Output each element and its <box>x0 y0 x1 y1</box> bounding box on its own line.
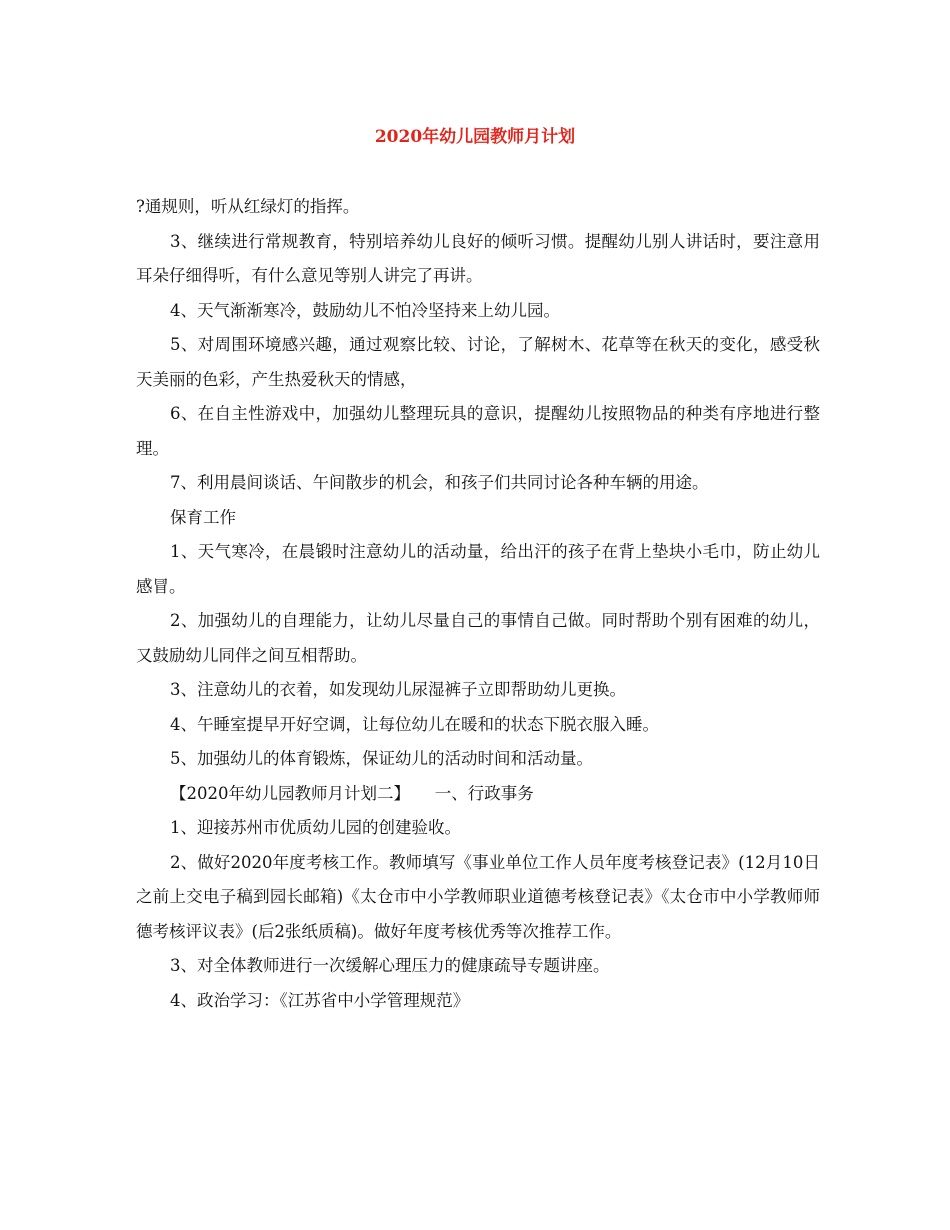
paragraph: 4、政治学习：《江苏省中小学管理规范》 <box>170 990 470 1010</box>
paragraph: 3、注意幼儿的衣着，如发现幼儿尿湿裤子立即帮助幼儿更换。 <box>170 680 626 699</box>
section-heading: 保育工作 <box>170 507 236 527</box>
paragraph: ?通规则，听从红绿灯的指挥。 <box>136 197 360 216</box>
paragraph: 2、加强幼儿的自理能力，让幼儿尽量自己的事情自己做。同时帮助个别有困难的幼儿，又鼓励幼儿同伴之间互相帮助。 <box>136 611 820 665</box>
document-title: 2020年幼儿园教师月计划 <box>374 127 576 147</box>
section-heading: 【2020年幼儿园教师月计划二】 一、行政事务 <box>170 783 534 803</box>
paragraph: 2、做好2020年度考核工作。教师填写《事业单位工作人员年度考核登记表》(12月10日之前上交电子稿到园长邮箱)《太仓市中小学教师职业道德考核登记表》《太仓市中小学教师师德考核评议表》(后2张纸质稿)。做好年度考核优秀等次推荐工作。 <box>136 852 820 941</box>
paragraph: 1、迎接苏州市优质幼儿园的创建验收。 <box>170 818 461 837</box>
paragraph: 5、加强幼儿的体育锻炼，保证幼儿的活动时间和活动量。 <box>170 749 593 768</box>
paragraph: 3、对全体教师进行一次缓解心理压力的健康疏导专题讲座。 <box>170 956 610 975</box>
paragraph: 4、天气渐渐寒冷，鼓励幼儿不怕冷坚持来上幼儿园。 <box>170 300 560 320</box>
paragraph: 7、利用晨间谈话、午间散步的机会，和孩子们共同讨论各种车辆的用途。 <box>170 473 709 492</box>
paragraph: 5、对周围环境感兴趣，通过观察比较、讨论，了解树木、花草等在秋天的变化，感受秋天美丽的色彩，产生热爱秋天的情感， <box>136 335 820 389</box>
paragraph: 3、继续进行常规教育，特别培养幼儿良好的倾听习惯。提醒幼儿别人讲话时，要注意用耳朵仔细得听，有什么意见等别人讲完了再讲。 <box>136 231 820 285</box>
paragraph: 1、天气寒冷，在晨锻时注意幼儿的活动量，给出汗的孩子在背上垫块小毛巾，防止幼儿感冒。 <box>136 542 820 596</box>
document-body <box>136 190 820 1018</box>
paragraph: 6、在自主性游戏中，加强幼儿整理玩具的意识，提醒幼儿按照物品的种类有序地进行整理。 <box>136 404 820 458</box>
paragraph: 4、午睡室提早开好空调，让每位幼儿在暖和的状态下脱衣服入睡。 <box>170 714 659 734</box>
